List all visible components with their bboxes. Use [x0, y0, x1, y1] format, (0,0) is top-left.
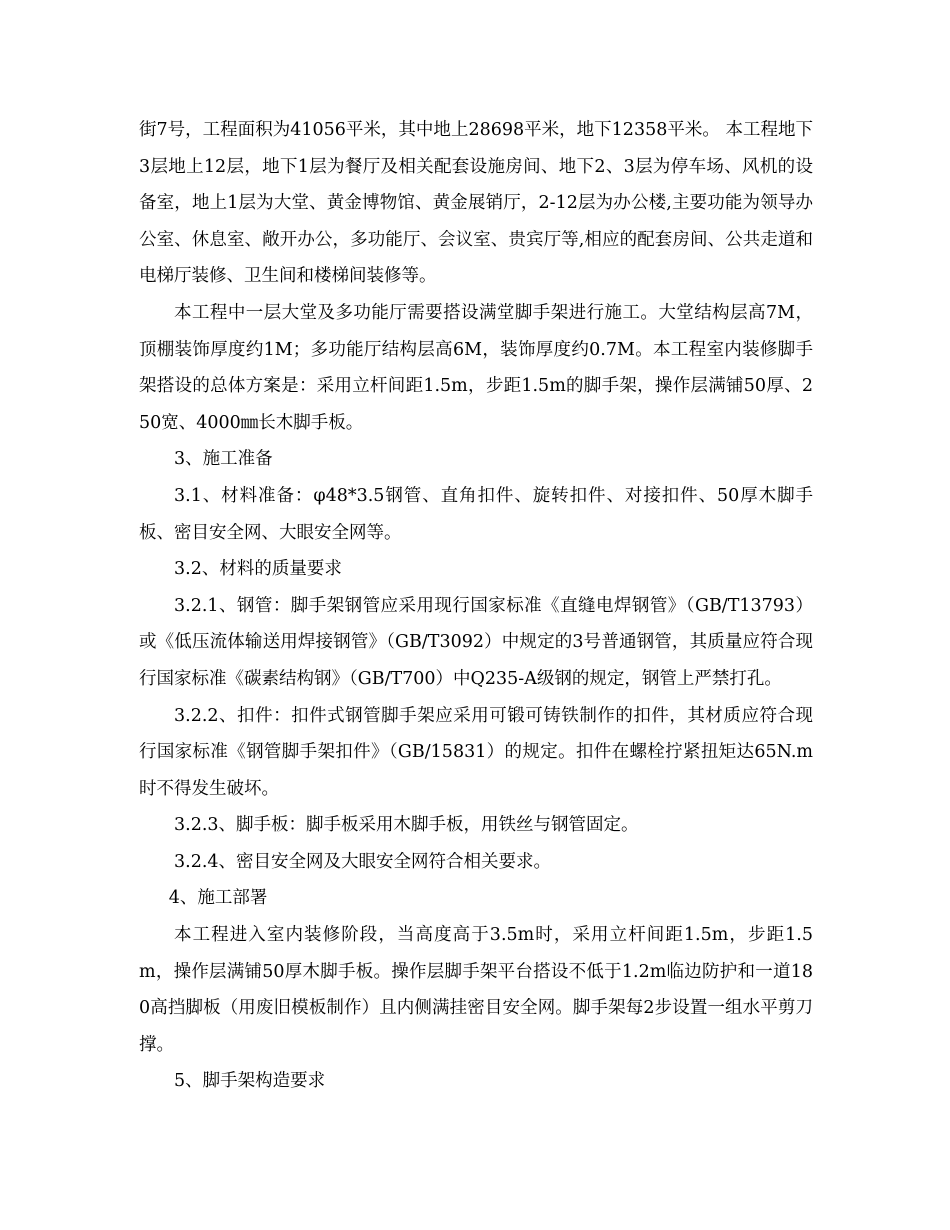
- paragraph-safety-nets: 3.2.4、密目安全网及大眼安全网符合相关要求。: [174, 851, 552, 872]
- paragraph-steel-pipe: 3.2.1、钢管：脚手架钢管应采用现行国家标准《直缝电焊钢管》（GB/T13793）或《低压流体输送用焊接钢管》（GB/T3092）中规定的3号普通钢管，其质量应符合现行国家标准《碳素结构钢》（GB/T700）中Q235-A级钢的规定，钢管上严禁打孔。: [139, 595, 813, 689]
- document-body: [139, 112, 813, 1100]
- paragraph-material-preparation: 3.1、材料准备：φ48*3.5钢管、直角扣件、旋转扣件、对接扣件、50厚木脚手板、密目安全网、大眼安全网等。: [139, 485, 813, 543]
- paragraph-scaffold-scheme: 本工程中一层大堂及多功能厅需要搭设满堂脚手架进行施工。大堂结构层高7M，顶棚装饰厚度约1M；多功能厅结构层高6M，装饰厚度约0.7M。本工程室内装修脚手架搭设的总体方案是：采用立杆间距1.5m，步距1.5m的脚手架，操作层满铺50厚、250宽、4000㎜长木脚手板。: [139, 302, 813, 433]
- heading-material-quality: 3.2、材料的质量要求: [174, 559, 342, 580]
- paragraph-project-overview: 街7号，工程面积为41056平米，其中地上28698平米，地下12358平米。 本工程地下3层地上12层，地下1层为餐厅及相关配套设施房间、地下2、3层为停车场、风机的设备室，地上1层为大堂、黄金博物馆、黄金展销厅，2-12层为办公楼,主要功能为领导办公室、休息室、敞开办公，多功能厅、会议室、贵宾厅等,相应的配套房间、公共走道和电梯厅装修、卫生间和楼梯间装修等。: [139, 120, 813, 287]
- paragraph-couplers: 3.2.2、扣件：扣件式钢管脚手架应采用可锻可铸铁制作的扣件，其材质应符合现行国家标准《钢管脚手架扣件》（GB/15831）的规定。扣件在螺栓拧紧扭矩达65N.m时不得发生破坏。: [139, 705, 813, 799]
- paragraph-deployment-details: 本工程进入室内装修阶段，当高度高于3.5m时，采用立杆间距1.5m，步距1.5m，操作层满铺50厚木脚手板。操作层脚手架平台搭设不低于1.2m临边防护和一道180高挡脚板（用废旧模板制作）且内侧满挂密目安全网。脚手架每2步设置一组水平剪刀撑。: [139, 925, 813, 1055]
- heading-construction-preparation: 3、施工准备: [174, 449, 273, 470]
- heading-construction-deployment: 4、施工部署: [168, 888, 268, 909]
- paragraph-scaffold-boards: 3.2.3、脚手板：脚手板采用木脚手板，用铁丝与钢管固定。: [174, 815, 639, 836]
- heading-scaffold-construction-requirements: 5、脚手架构造要求: [174, 1071, 326, 1092]
